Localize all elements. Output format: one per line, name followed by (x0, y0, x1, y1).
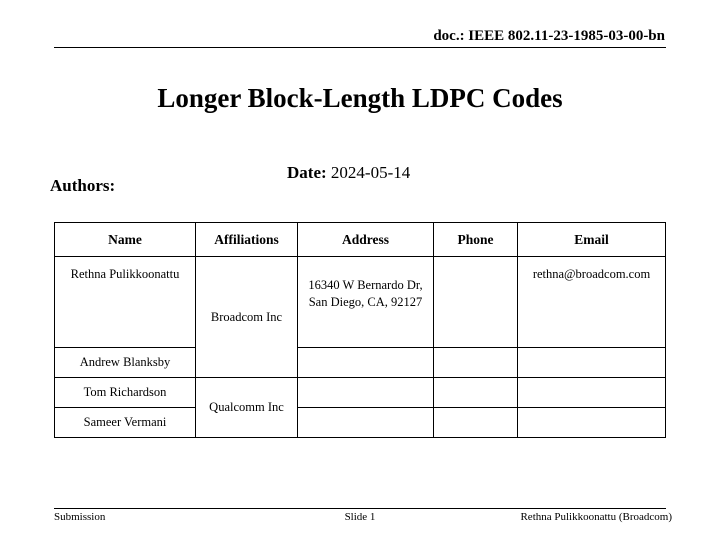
email-cell: rethna@broadcom.com (518, 257, 666, 348)
phone-cell (434, 408, 518, 438)
table-row (55, 348, 666, 378)
authors-table (54, 222, 666, 438)
date-label: Date: (287, 163, 327, 182)
phone-cell (434, 378, 518, 408)
table-row (55, 378, 666, 408)
table-row (55, 408, 666, 438)
phone-cell (434, 348, 518, 378)
date-value: 2024-05-14 (330, 163, 411, 182)
name-cell: Rethna Pulikkoonattu (55, 257, 196, 348)
email-cell (518, 348, 666, 378)
phone-cell (434, 257, 518, 348)
name-cell: Tom Richardson (55, 378, 196, 408)
affiliation-cell: Qualcomm Inc (196, 378, 298, 438)
name-cell: Sameer Vermani (55, 408, 196, 438)
column-header-affiliations: Affiliations (196, 223, 298, 257)
address-cell (298, 408, 434, 438)
document-id: doc.: IEEE 802.11-23-1985-03-00-bn (433, 28, 665, 44)
column-header-phone: Phone (434, 223, 518, 257)
address-cell: 16340 W Bernardo Dr, San Diego, CA, 92127 (298, 257, 434, 348)
authors-label: Authors: (50, 176, 116, 195)
column-header-email: Email (518, 223, 666, 257)
footer-slide-number: Slide 1 (344, 511, 376, 523)
table-row (55, 257, 666, 348)
column-header-address: Address (298, 223, 434, 257)
address-cell (298, 348, 434, 378)
affiliation-cell: Broadcom Inc (196, 257, 298, 378)
table-header-row (55, 223, 666, 257)
email-cell (518, 408, 666, 438)
header-divider (54, 47, 666, 48)
footer-divider (54, 508, 666, 509)
date-line (287, 163, 410, 183)
column-header-name: Name (55, 223, 196, 257)
slide-title: Longer Block-Length LDPC Codes (157, 83, 563, 113)
footer-author: Rethna Pulikkoonattu (Broadcom) (520, 511, 672, 523)
email-cell (518, 378, 666, 408)
address-cell (298, 378, 434, 408)
footer-submission: Submission (54, 511, 106, 523)
name-cell: Andrew Blanksby (55, 348, 196, 378)
